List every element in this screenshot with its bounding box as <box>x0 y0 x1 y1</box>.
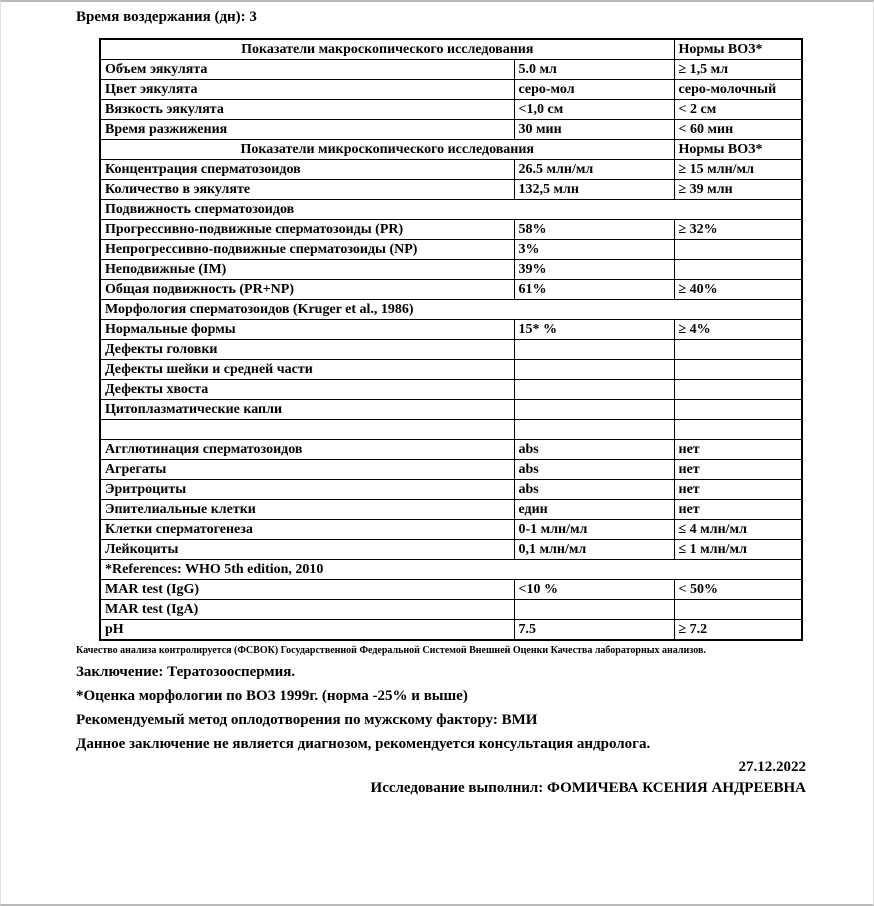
table-row <box>100 39 802 60</box>
norm-cell: ≥ 7.2 <box>674 620 802 641</box>
norm-cell: ≥ 1,5 мл <box>674 60 802 80</box>
report-content <box>1 2 873 797</box>
table-row <box>100 80 802 100</box>
norm-cell: ≥ 40% <box>674 280 802 300</box>
table-row <box>100 320 802 340</box>
norm-cell: серо-молочный <box>674 80 802 100</box>
norm-cell <box>674 260 802 280</box>
parameter-cell: Агрегаты <box>100 460 514 480</box>
parameter-cell: Цитоплазматические капли <box>100 400 514 420</box>
norm-cell <box>674 380 802 400</box>
value-cell: <1,0 см <box>514 100 674 120</box>
norm-cell: ≤ 4 млн/мл <box>674 520 802 540</box>
table-row <box>100 280 802 300</box>
value-cell: 39% <box>514 260 674 280</box>
norm-header-cell: Нормы ВОЗ* <box>674 39 802 60</box>
value-cell: 0,1 млн/мл <box>514 540 674 560</box>
table-row <box>100 300 802 320</box>
spacer-cell <box>514 420 674 440</box>
group-title-cell: Морфология сперматозоидов (Kruger et al., 1986) <box>100 300 802 320</box>
table-row <box>100 180 802 200</box>
norm-cell: ≥ 32% <box>674 220 802 240</box>
table-row <box>100 360 802 380</box>
parameter-cell: Лейкоциты <box>100 540 514 560</box>
norm-header-cell: Нормы ВОЗ* <box>674 140 802 160</box>
results-table-body <box>100 39 802 640</box>
parameter-cell: Нормальные формы <box>100 320 514 340</box>
value-cell: серо-мол <box>514 80 674 100</box>
parameter-cell: Дефекты шейки и средней части <box>100 360 514 380</box>
parameter-cell: pH <box>100 620 514 641</box>
value-cell: 26.5 млн/мл <box>514 160 674 180</box>
table-row <box>100 520 802 540</box>
parameter-cell: Прогрессивно-подвижные сперматозоиды (PR) <box>100 220 514 240</box>
norm-cell: < 60 мин <box>674 120 802 140</box>
norm-cell <box>674 400 802 420</box>
table-row <box>100 420 802 440</box>
norm-cell: ≥ 15 млн/мл <box>674 160 802 180</box>
table-row <box>100 580 802 600</box>
value-cell <box>514 400 674 420</box>
norm-cell <box>674 360 802 380</box>
conclusion-line: Заключение: Тератозооспермия. <box>76 664 296 680</box>
norm-cell: < 2 см <box>674 100 802 120</box>
parameter-cell: Общая подвижность (PR+NP) <box>100 280 514 300</box>
value-cell <box>514 340 674 360</box>
value-cell <box>514 600 674 620</box>
parameter-cell: MAR test (IgA) <box>100 600 514 620</box>
report-date: 27.12.2022 <box>738 759 806 775</box>
table-row <box>100 480 802 500</box>
morphology-note-line: *Оценка морфологии по ВОЗ 1999г. (норма -25% и выше) <box>76 688 468 704</box>
parameter-cell: Вязкость эякулята <box>100 100 514 120</box>
spacer-cell <box>674 420 802 440</box>
value-cell: 58% <box>514 220 674 240</box>
value-cell: 61% <box>514 280 674 300</box>
value-cell: 3% <box>514 240 674 260</box>
table-row <box>100 600 802 620</box>
abstinence-line: Время воздержания (дн): 3 <box>76 9 257 25</box>
parameter-cell: Эпителиальные клетки <box>100 500 514 520</box>
norm-cell: нет <box>674 460 802 480</box>
parameter-cell: Агглютинация сперматозоидов <box>100 440 514 460</box>
table-row <box>100 120 802 140</box>
parameter-cell: Время разжижения <box>100 120 514 140</box>
value-cell <box>514 360 674 380</box>
parameter-cell: Количество в эякуляте <box>100 180 514 200</box>
value-cell: 15* % <box>514 320 674 340</box>
parameter-cell: Неподвижные (IM) <box>100 260 514 280</box>
parameter-cell: Концентрация сперматозоидов <box>100 160 514 180</box>
table-row <box>100 60 802 80</box>
norm-cell: ≥ 4% <box>674 320 802 340</box>
value-cell: 7.5 <box>514 620 674 641</box>
results-table <box>99 38 803 641</box>
parameter-cell: Клетки сперматогенеза <box>100 520 514 540</box>
value-cell: 30 мин <box>514 120 674 140</box>
table-row <box>100 240 802 260</box>
value-cell: 0-1 млн/мл <box>514 520 674 540</box>
table-row <box>100 140 802 160</box>
table-row <box>100 500 802 520</box>
table-row <box>100 540 802 560</box>
table-row <box>100 220 802 240</box>
value-cell: <10 % <box>514 580 674 600</box>
section-title-cell: Показатели микроскопического исследования <box>100 140 674 160</box>
table-row <box>100 400 802 420</box>
table-row <box>100 200 802 220</box>
parameter-cell: Эритроциты <box>100 480 514 500</box>
disclaimer-line: Данное заключение не является диагнозом, рекомендуется консультация андролога. <box>76 736 651 752</box>
group-title-cell: *References: WHO 5th edition, 2010 <box>100 560 802 580</box>
table-row <box>100 260 802 280</box>
spacer-cell <box>100 420 514 440</box>
value-cell: 132,5 млн <box>514 180 674 200</box>
norm-cell: нет <box>674 440 802 460</box>
table-row <box>100 560 802 580</box>
value-cell: abs <box>514 460 674 480</box>
parameter-cell: Цвет эякулята <box>100 80 514 100</box>
norm-cell <box>674 600 802 620</box>
quality-control-note: Качество анализа контролируется (ФСВОК) Государственной Федеральной Системой Внешней Оценки Качества лабораторных анализов. <box>76 645 706 656</box>
parameter-cell: Дефекты головки <box>100 340 514 360</box>
table-row <box>100 380 802 400</box>
table-row <box>100 100 802 120</box>
norm-cell <box>674 340 802 360</box>
recommended-method-line: Рекомендуемый метод оплодотворения по мужскому фактору: ВМИ <box>76 712 538 728</box>
norm-cell: ≥ 39 млн <box>674 180 802 200</box>
norm-cell: нет <box>674 480 802 500</box>
value-cell <box>514 380 674 400</box>
section-title-cell: Показатели макроскопического исследования <box>100 39 674 60</box>
table-row <box>100 160 802 180</box>
table-row <box>100 460 802 480</box>
value-cell: един <box>514 500 674 520</box>
parameter-cell: MAR test (IgG) <box>100 580 514 600</box>
norm-cell: ≤ 1 млн/мл <box>674 540 802 560</box>
norm-cell <box>674 240 802 260</box>
table-row <box>100 340 802 360</box>
parameter-cell: Непрогрессивно-подвижные сперматозоиды (NP) <box>100 240 514 260</box>
group-title-cell: Подвижность сперматозоидов <box>100 200 802 220</box>
table-row <box>100 620 802 641</box>
table-row <box>100 440 802 460</box>
parameter-cell: Дефекты хвоста <box>100 380 514 400</box>
value-cell: abs <box>514 440 674 460</box>
norm-cell: нет <box>674 500 802 520</box>
norm-cell: < 50% <box>674 580 802 600</box>
performed-by-line: Исследование выполнил: ФОМИЧЕВА КСЕНИЯ АНДРЕЕВНА <box>370 780 806 796</box>
value-cell: abs <box>514 480 674 500</box>
value-cell: 5.0 мл <box>514 60 674 80</box>
parameter-cell: Объем эякулята <box>100 60 514 80</box>
